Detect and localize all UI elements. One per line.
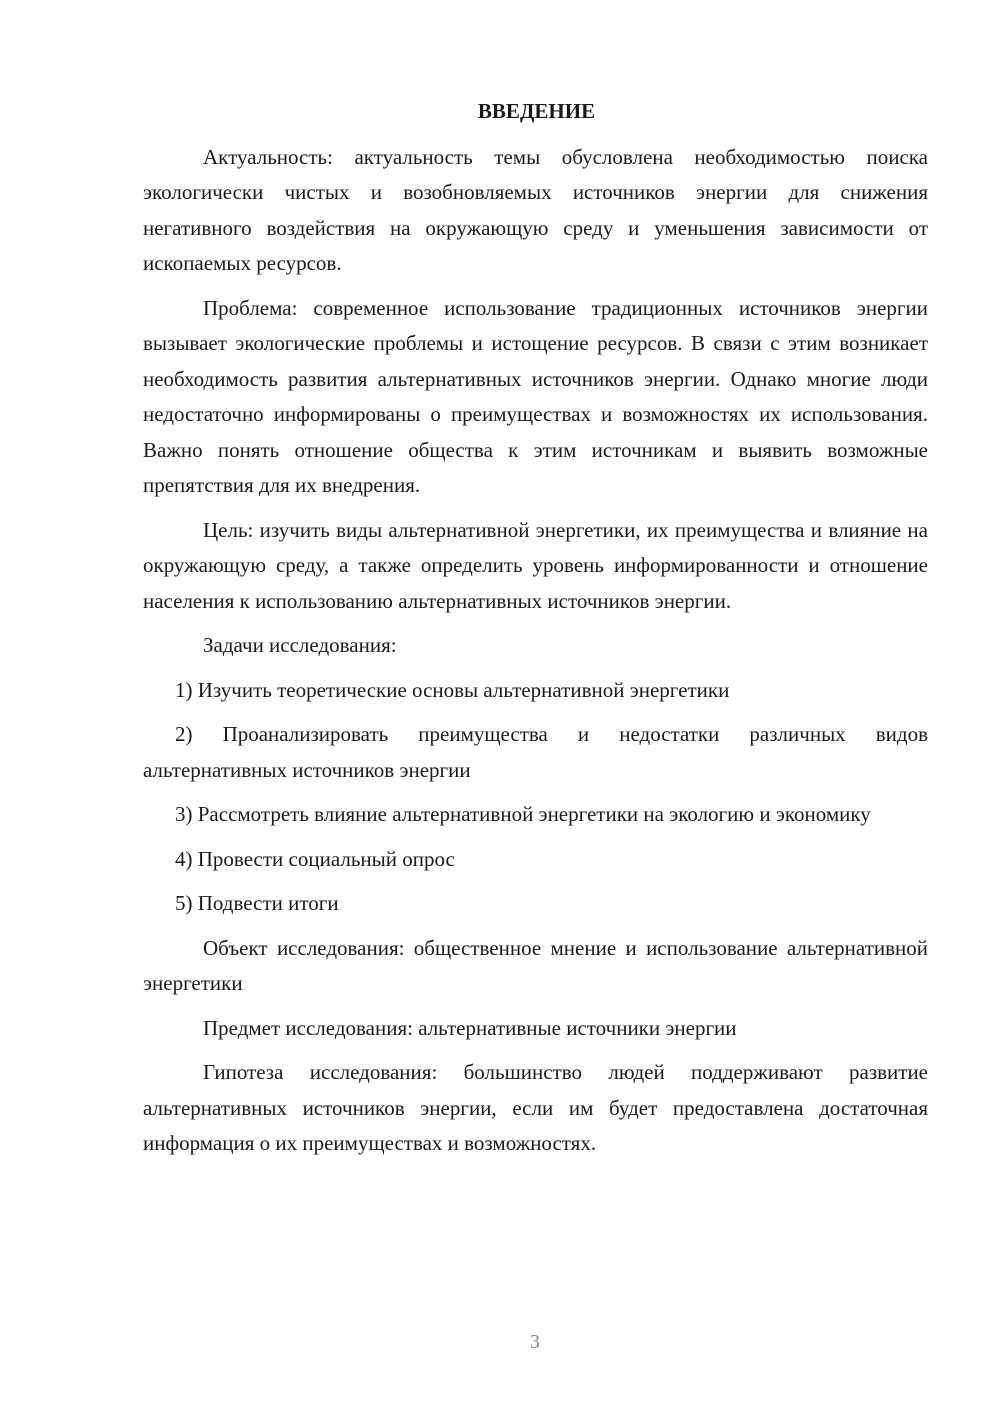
paragraph-relevance: Актуальность: актуальность темы обусловлена необходимостью поиска экологически чистых и возобновляемых источников энергии для снижения негативного воздействия на окружающую среду и уменьшения зависимости от ископаемых ресурсов. (143, 144, 928, 275)
document-page (143, 94, 928, 1171)
task-item-2: 2) Проанализировать преимущества и недостатки различных видов альтернативных источников энергии (143, 722, 928, 782)
page-number: 3 (530, 1331, 540, 1353)
paragraph-hypothesis: Гипотеза исследования: большинство людей поддерживают развитие альтернативных источников энергии, если им будет предоставлена достаточная информация о их преимуществах и возможностях. (143, 1060, 928, 1155)
task-item-3: 3) Рассмотреть влияние альтернативной энергетики на экологию и экономику (175, 802, 871, 826)
paragraph-goal: Цель: изучить виды альтернативной энергетики, их преимущества и влияние на окружающую среду, а также определить уровень информированности и отношение населения к использованию альтернативных источников энергии. (143, 517, 928, 613)
task-item-1: 1) Изучить теоретические основы альтернативной энергетики (175, 677, 730, 702)
task-item-4: 4) Провести социальный опрос (175, 846, 455, 871)
tasks-heading: Задачи исследования: (203, 633, 397, 657)
paragraph-object: Объект исследования: общественное мнение и использование альтернативной энергетики (143, 935, 928, 995)
paragraph-problem: Проблема: современное использование традиционных источников энергии вызывает экологические проблемы и истощение ресурсов. В связи с этим возникает необходимость развития альтернативных источников энергии. Однако многие люди недостаточно информированы о преимуществах и возможностях их использования. Важно понять отношение общества к этим источникам и выявить возможные препятствия для их внедрения. (143, 295, 928, 497)
section-title: ВВЕДЕНИЕ (477, 99, 596, 123)
paragraph-subject: Предмет исследования: альтернативные источники энергии (203, 1015, 737, 1040)
task-item-5: 5) Подвести итоги (175, 891, 339, 915)
